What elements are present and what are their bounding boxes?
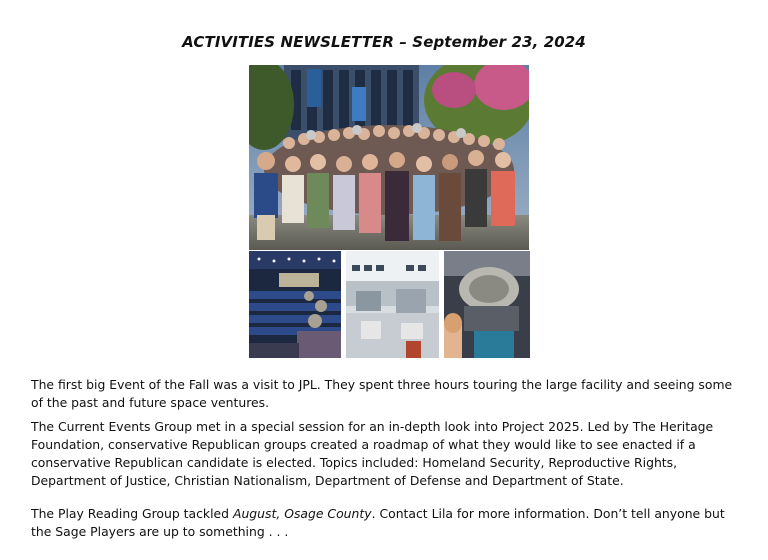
- newsletter-title: ACTIVITIES NEWSLETTER – September 23, 2024: [182, 33, 586, 51]
- play-reading-paragraph: [31, 505, 747, 541]
- group-photo: [249, 65, 529, 250]
- auditorium-photo: [249, 251, 341, 358]
- play-reading-text-after: . Contact Lila for more information. Don’t tell anyone but the Sage Players are up to something . . .: [31, 506, 725, 539]
- play-reading-text-before: The Play Reading Group tackled: [31, 506, 233, 521]
- play-title: August, Osage County: [232, 506, 372, 521]
- current-events-paragraph: The Current Events Group met in a special session for an in-depth look into Project 2025. Led by The Heritage Foundation, conservative Republican groups created a roadmap of what they would like to see enacted if a conservative Republican candidate is elected. Topics included: Homeland Security, Reproductive Rights, Department of Justice, Christian Nationalism, Department of Defense and Department of State.: [31, 419, 714, 488]
- spacecraft-exhibit-photo: [444, 251, 530, 358]
- jpl-visit-paragraph: The first big Event of the Fall was a visit to JPL. They spent three hours touring the large facility and seeing some of the past and future space ventures.: [31, 377, 733, 410]
- clean-room-photo: [346, 251, 439, 358]
